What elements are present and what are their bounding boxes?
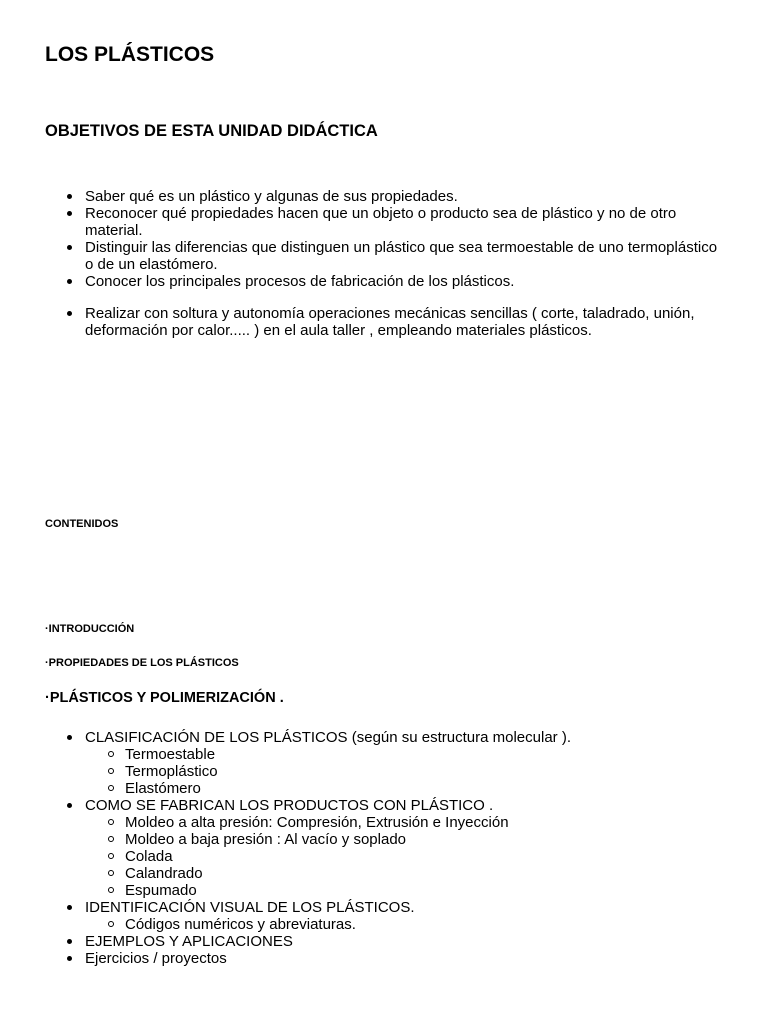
contents-label: CONTENIDOS	[45, 518, 119, 530]
sub-list-item: Colada	[85, 848, 725, 865]
document-title: LOS PLÁSTICOS	[45, 43, 215, 66]
list-item: Conocer los principales procesos de fabricación de los plásticos.	[45, 273, 725, 290]
list-item-text: CLASIFICACIÓN DE LOS PLÁSTICOS (según su estructura molecular ).	[85, 729, 571, 746]
list-item: Distinguir las diferencias que distinguen un plástico que sea termoestable de uno termoplástico o de un elastómero.	[45, 239, 725, 273]
list-item	[45, 950, 725, 967]
sub-list-item: Moldeo a alta presión: Compresión, Extrusión e Inyección	[85, 814, 725, 831]
list-item-text: EJEMPLOS Y APLICACIONES	[85, 933, 293, 950]
list-item	[45, 729, 725, 797]
sub-list-item: Termoestable	[85, 746, 725, 763]
sub-list-item: Elastómero	[85, 780, 725, 797]
list-item-text: IDENTIFICACIÓN VISUAL DE LOS PLÁSTICOS.	[85, 899, 415, 916]
sub-list	[85, 814, 725, 899]
list-item: Saber qué es un plástico y algunas de sus propiedades.	[45, 188, 725, 205]
list-item-text: COMO SE FABRICAN LOS PRODUCTOS CON PLÁSTICO .	[85, 797, 494, 814]
list-item	[45, 899, 725, 933]
list-item	[45, 933, 725, 950]
list-item	[45, 797, 725, 899]
list-item-text: Ejercicios / proyectos	[85, 950, 227, 967]
sub-list-item: Moldeo a baja presión : Al vacío y soplado	[85, 831, 725, 848]
contents-list	[45, 729, 725, 967]
list-item: Realizar con soltura y autonomía operaciones mecánicas sencillas ( corte, taladrado, unión, deformación por calor..... ) en el aula taller , empleando materiales plásticos.	[45, 305, 725, 339]
sub-list-item: Termoplástico	[85, 763, 725, 780]
sub-list-item: Códigos numéricos y abreviaturas.	[85, 916, 725, 933]
objectives-heading: OBJETIVOS DE ESTA UNIDAD DIDÁCTICA	[45, 122, 378, 140]
sub-list-item: Calandrado	[85, 865, 725, 882]
objectives-extra-list	[45, 305, 725, 339]
section-introduction: ·INTRODUCCIÓN	[45, 623, 135, 635]
section-polymerization: ·PLÁSTICOS Y POLIMERIZACIÓN .	[45, 690, 284, 706]
sub-list-item: Espumado	[85, 882, 725, 899]
section-properties: ·PROPIEDADES DE LOS PLÁSTICOS	[45, 657, 239, 669]
objectives-list	[45, 188, 725, 290]
list-item: Reconocer qué propiedades hacen que un objeto o producto sea de plástico y no de otro material.	[45, 205, 725, 239]
sub-list	[85, 746, 725, 797]
sub-list	[85, 916, 725, 933]
